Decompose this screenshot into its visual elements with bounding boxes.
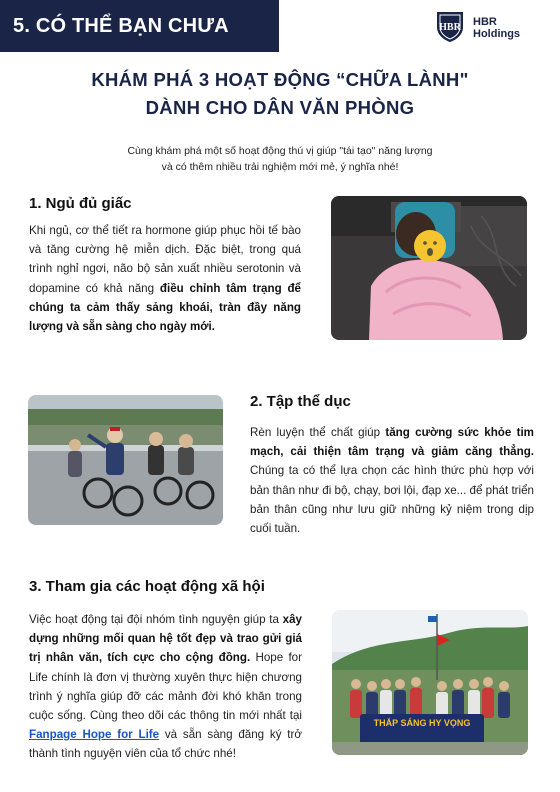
section-2-text (250, 423, 534, 538)
title-line2: DÀNH CHO DÂN VĂN PHÒNG (145, 97, 415, 118)
sleeping-child-photo (331, 196, 527, 340)
cycling-group-photo (28, 395, 223, 525)
logo-line2: Holdings (473, 28, 521, 40)
section-1-text (29, 221, 301, 336)
company-logo (435, 9, 545, 43)
logo-line1: HBR (473, 16, 497, 28)
section-2-text-bold: tăng cường sức khỏe tim mạch, cải thiện tâm trạng và giảm căng thẳng. (250, 426, 534, 459)
section-2-text-plain-1: Rèn luyện thể chất giúp (250, 426, 386, 439)
section-2-text-plain-2: Chúng ta có thể lựa chọn các hình thức phù hợp với bản thân như đi bộ, chạy, bơi lội, đạp xe... để phát triển bản thân cũng như lưu giữ những kỷ niệm trong dịp cuối tuần. (250, 464, 534, 536)
section-3-text-plain-1: Việc hoạt động tại đội nhóm tình nguyện giúp ta (29, 613, 283, 626)
intro-text (60, 143, 500, 175)
volunteer-banner-text: THẮP SÁNG HY VỌNG (373, 718, 471, 728)
title-line1: KHÁM PHÁ 3 HOẠT ĐỘNG “CHỮA LÀNH" (91, 69, 469, 90)
section-1-heading: 1. Ngủ đủ giấc (29, 195, 132, 212)
fanpage-link[interactable]: Fanpage Hope for Life (29, 728, 160, 742)
section-1-text-plain: Khi ngủ, cơ thể tiết ra hormone giúp phục hồi tế bào và tăng cường hệ miễn dịch. Đặc biệt, trong quá trình nghỉ ngơi, não bộ sản xuất nhiều serotonin và dopamine có khả năng (29, 224, 301, 295)
section-3-text-plain-3: và sẵn sàng đăng ký trở thành tình nguyện viên của tổ chức nhé! (29, 728, 302, 761)
section-1-text-bold: điều chỉnh tâm trạng để chúng ta cảm thấy sảng khoái, tràn đầy năng lượng và sẵn sàng cho ngày mới. (29, 281, 301, 334)
section-3-text (29, 610, 302, 764)
page-title (40, 66, 520, 122)
section-3-text-plain-2: Hope for Life chính là đơn vị thường xuyên thực hiện chương trình ý nghĩa giúp đỡ các mảnh đời khó khăn trong cuộc sống. Cùng theo dõi các thông tin mới nhất tại (29, 651, 302, 723)
volunteer-group-photo (332, 610, 528, 755)
section-banner: 5. CÓ THỂ BẠN CHƯA BIẾT (0, 0, 279, 52)
section-2-heading: 2. Tập thể dục (250, 393, 351, 410)
shield-logo-icon (435, 9, 465, 43)
intro-line2: và có thêm nhiều trải nghiệm mới mẻ, ý nghĩa nhé! (161, 161, 399, 173)
logo-monogram: HBR (439, 22, 461, 33)
intro-line1: Cùng khám phá một số hoạt động thú vị giúp "tái tạo" năng lượng (127, 145, 433, 157)
section-3-heading: 3. Tham gia các hoạt động xã hội (29, 578, 265, 595)
logo-wordmark (473, 16, 520, 40)
section-3-text-bold: xây dựng những mối quan hệ tốt đẹp và trao gửi giá trị nhân văn, tích cực cho cộng đồng. (29, 613, 302, 665)
